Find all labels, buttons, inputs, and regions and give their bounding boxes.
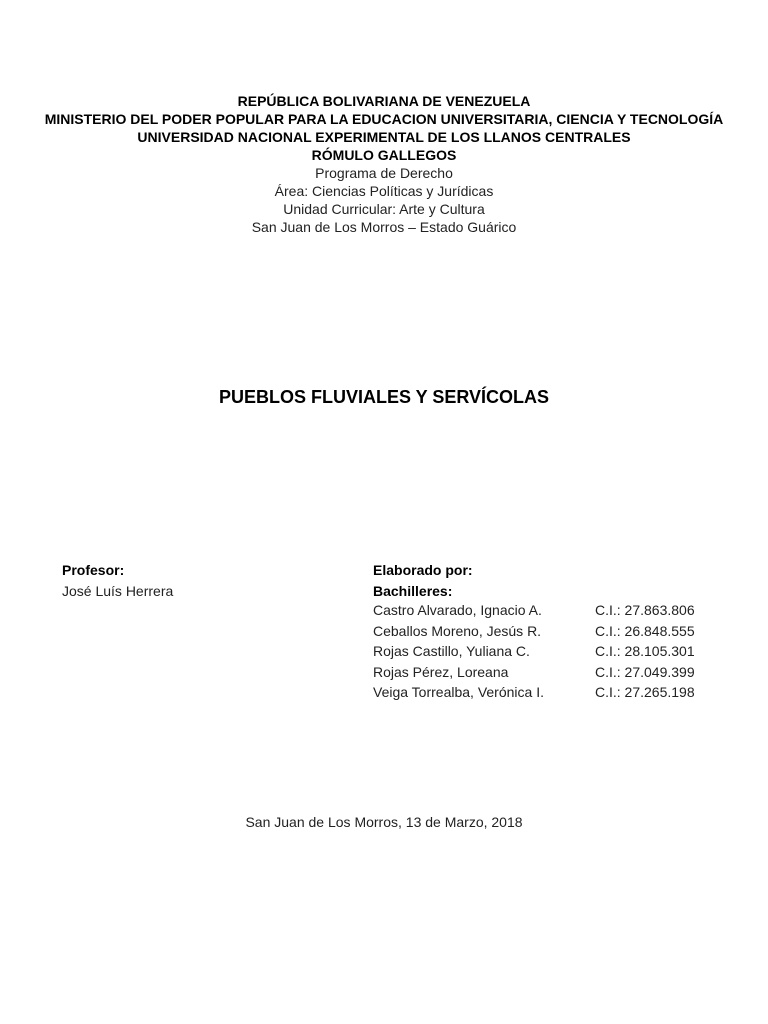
students-list [373,601,733,704]
header-area: Área: Ciencias Políticas y Jurídicas [274,183,494,199]
document-header [40,92,728,236]
student-name: Ceballos Moreno, Jesús R. [373,622,542,639]
student-ci: C.I.: 28.105.301 [595,643,695,659]
header-university-name: RÓMULO GALLEGOS [311,147,457,163]
student-ci: C.I.: 26.848.555 [595,622,695,639]
student-name: Veiga Torrealba, Verónica I. [373,684,544,700]
student-row [373,601,733,622]
student-name: Castro Alvarado, Ignacio A. [373,602,542,618]
professor-label: Profesor: [62,562,125,578]
professor-name: José Luís Herrera [62,583,174,599]
student-name: Rojas Castillo, Yuliana C. [373,643,530,659]
header-unit: Unidad Curricular: Arte y Cultura [283,201,485,217]
authors-label: Elaborado por: [373,562,473,578]
student-ci: C.I.: 27.265.198 [595,684,695,700]
student-row [373,663,733,684]
student-ci: C.I.: 27.049.399 [595,663,695,680]
header-university: UNIVERSIDAD NACIONAL EXPERIMENTAL DE LOS LLANOS CENTRALES [137,129,631,145]
header-ministry: MINISTERIO DEL PODER POPULAR PARA LA EDUCACION UNIVERSITARIA, CIENCIA Y TECNOLOGÍA [44,111,724,127]
header-country: REPÚBLICA BOLIVARIANA DE VENEZUELA [237,93,531,109]
student-ci: C.I.: 27.863.806 [595,602,695,618]
student-row [373,642,733,663]
place-date: San Juan de Los Morros, 13 de Marzo, 2018 [245,814,523,830]
header-program: Programa de Derecho [315,165,453,181]
document-title: PUEBLOS FLUVIALES Y SERVÍCOLAS [218,387,550,407]
student-name: Rojas Pérez, Loreana [373,663,509,680]
students-label: Bachilleres: [373,583,453,599]
student-row [373,683,733,704]
header-location: San Juan de Los Morros – Estado Guárico [251,219,517,235]
student-row [373,622,733,643]
